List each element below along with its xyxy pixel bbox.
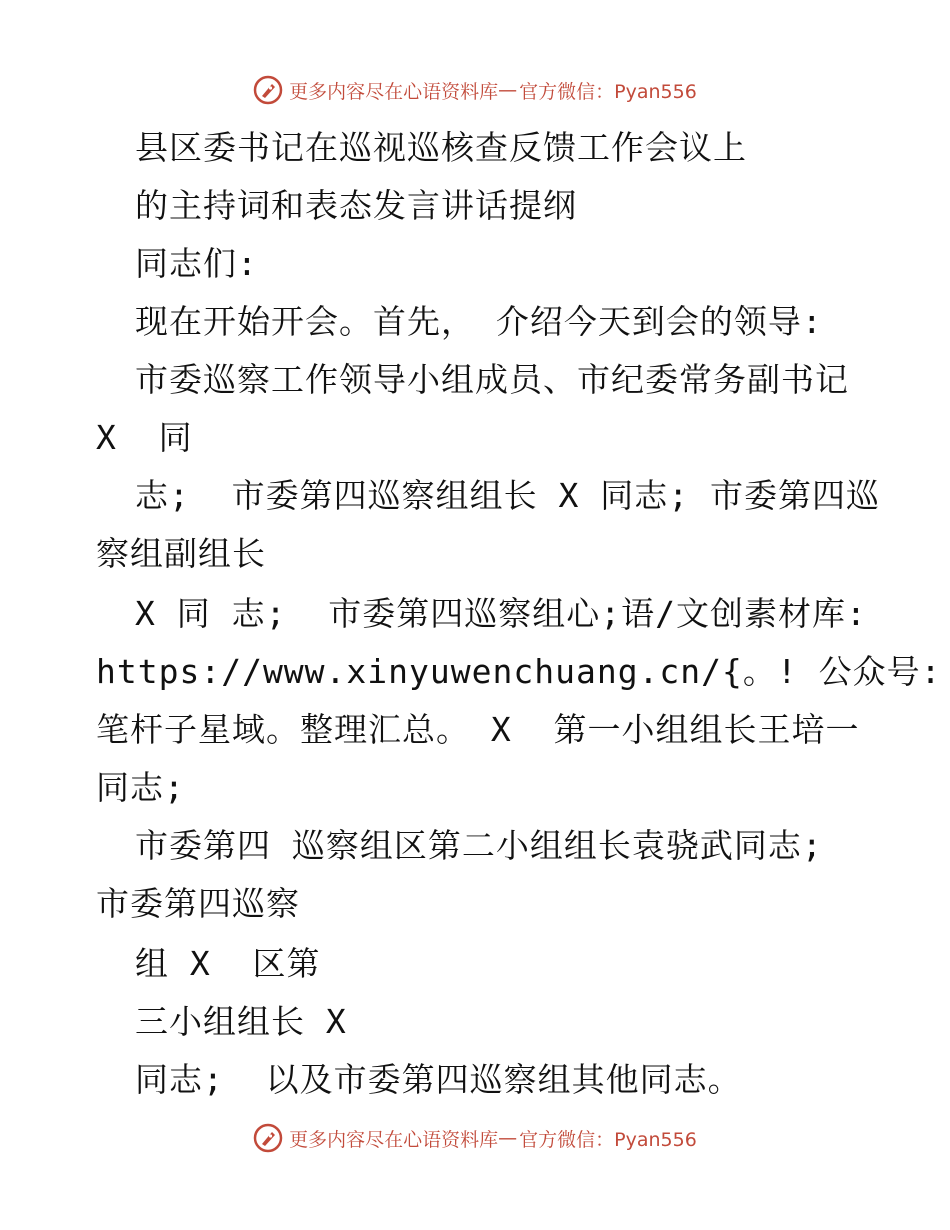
doc-paragraph-line: 同志;	[96, 768, 185, 807]
pen-nib-logo-icon	[253, 1123, 283, 1153]
doc-paragraph-line: 同志; 以及市委第四巡察组其他同志。	[135, 1060, 742, 1099]
doc-paragraph-line: 现在开始开会。首先， 介绍今天到会的领导:	[135, 302, 823, 341]
footer-watermark-banner	[0, 1118, 950, 1158]
banner-promo-text: 更多内容尽在心语资料库	[289, 80, 499, 103]
pen-nib-logo-icon	[253, 75, 283, 105]
banner-wechat-text: 官方微信：Pyan556	[519, 80, 697, 103]
doc-title-line-2: 的主持词和表态发言讲话提纲	[135, 186, 577, 225]
banner-promo-text: 更多内容尽在心语资料库	[289, 1128, 499, 1151]
doc-paragraph-line: 市委第四巡察	[96, 884, 300, 923]
header-watermark-banner	[0, 70, 950, 110]
doc-paragraph-line: 市委第四 巡察组区第二小组组长袁骁武同志;	[135, 826, 823, 865]
banner-separator: —	[498, 1127, 518, 1149]
doc-paragraph-line: X 同 志; 市委第四巡察组心;语/文创素材库:	[135, 594, 867, 633]
doc-paragraph-line: 志; 市委第四巡察组组长 X 同志; 市委第四巡	[135, 476, 880, 515]
banner-separator: —	[498, 79, 518, 101]
doc-paragraph-line: 察组副组长	[96, 534, 266, 573]
banner-wechat-text: 官方微信：Pyan556	[519, 1128, 697, 1151]
doc-paragraph-line: 组 X 区第	[135, 944, 321, 983]
doc-paragraph-line: https://www.xinyuwenchuang.cn/{。! 公众号:	[96, 652, 942, 691]
doc-paragraph-line: 笔杆子星域。整理汇总。 X 第一小组组长王培一	[96, 710, 860, 749]
doc-title-line-1: 县区委书记在巡视巡核查反馈工作会议上	[135, 128, 747, 167]
doc-paragraph-line: X 同	[96, 418, 193, 457]
doc-salutation: 同志们:	[135, 244, 258, 283]
doc-paragraph-line: 市委巡察工作领导小组成员、市纪委常务副书记	[135, 360, 849, 399]
doc-paragraph-line: 三小组组长 X	[135, 1002, 347, 1041]
